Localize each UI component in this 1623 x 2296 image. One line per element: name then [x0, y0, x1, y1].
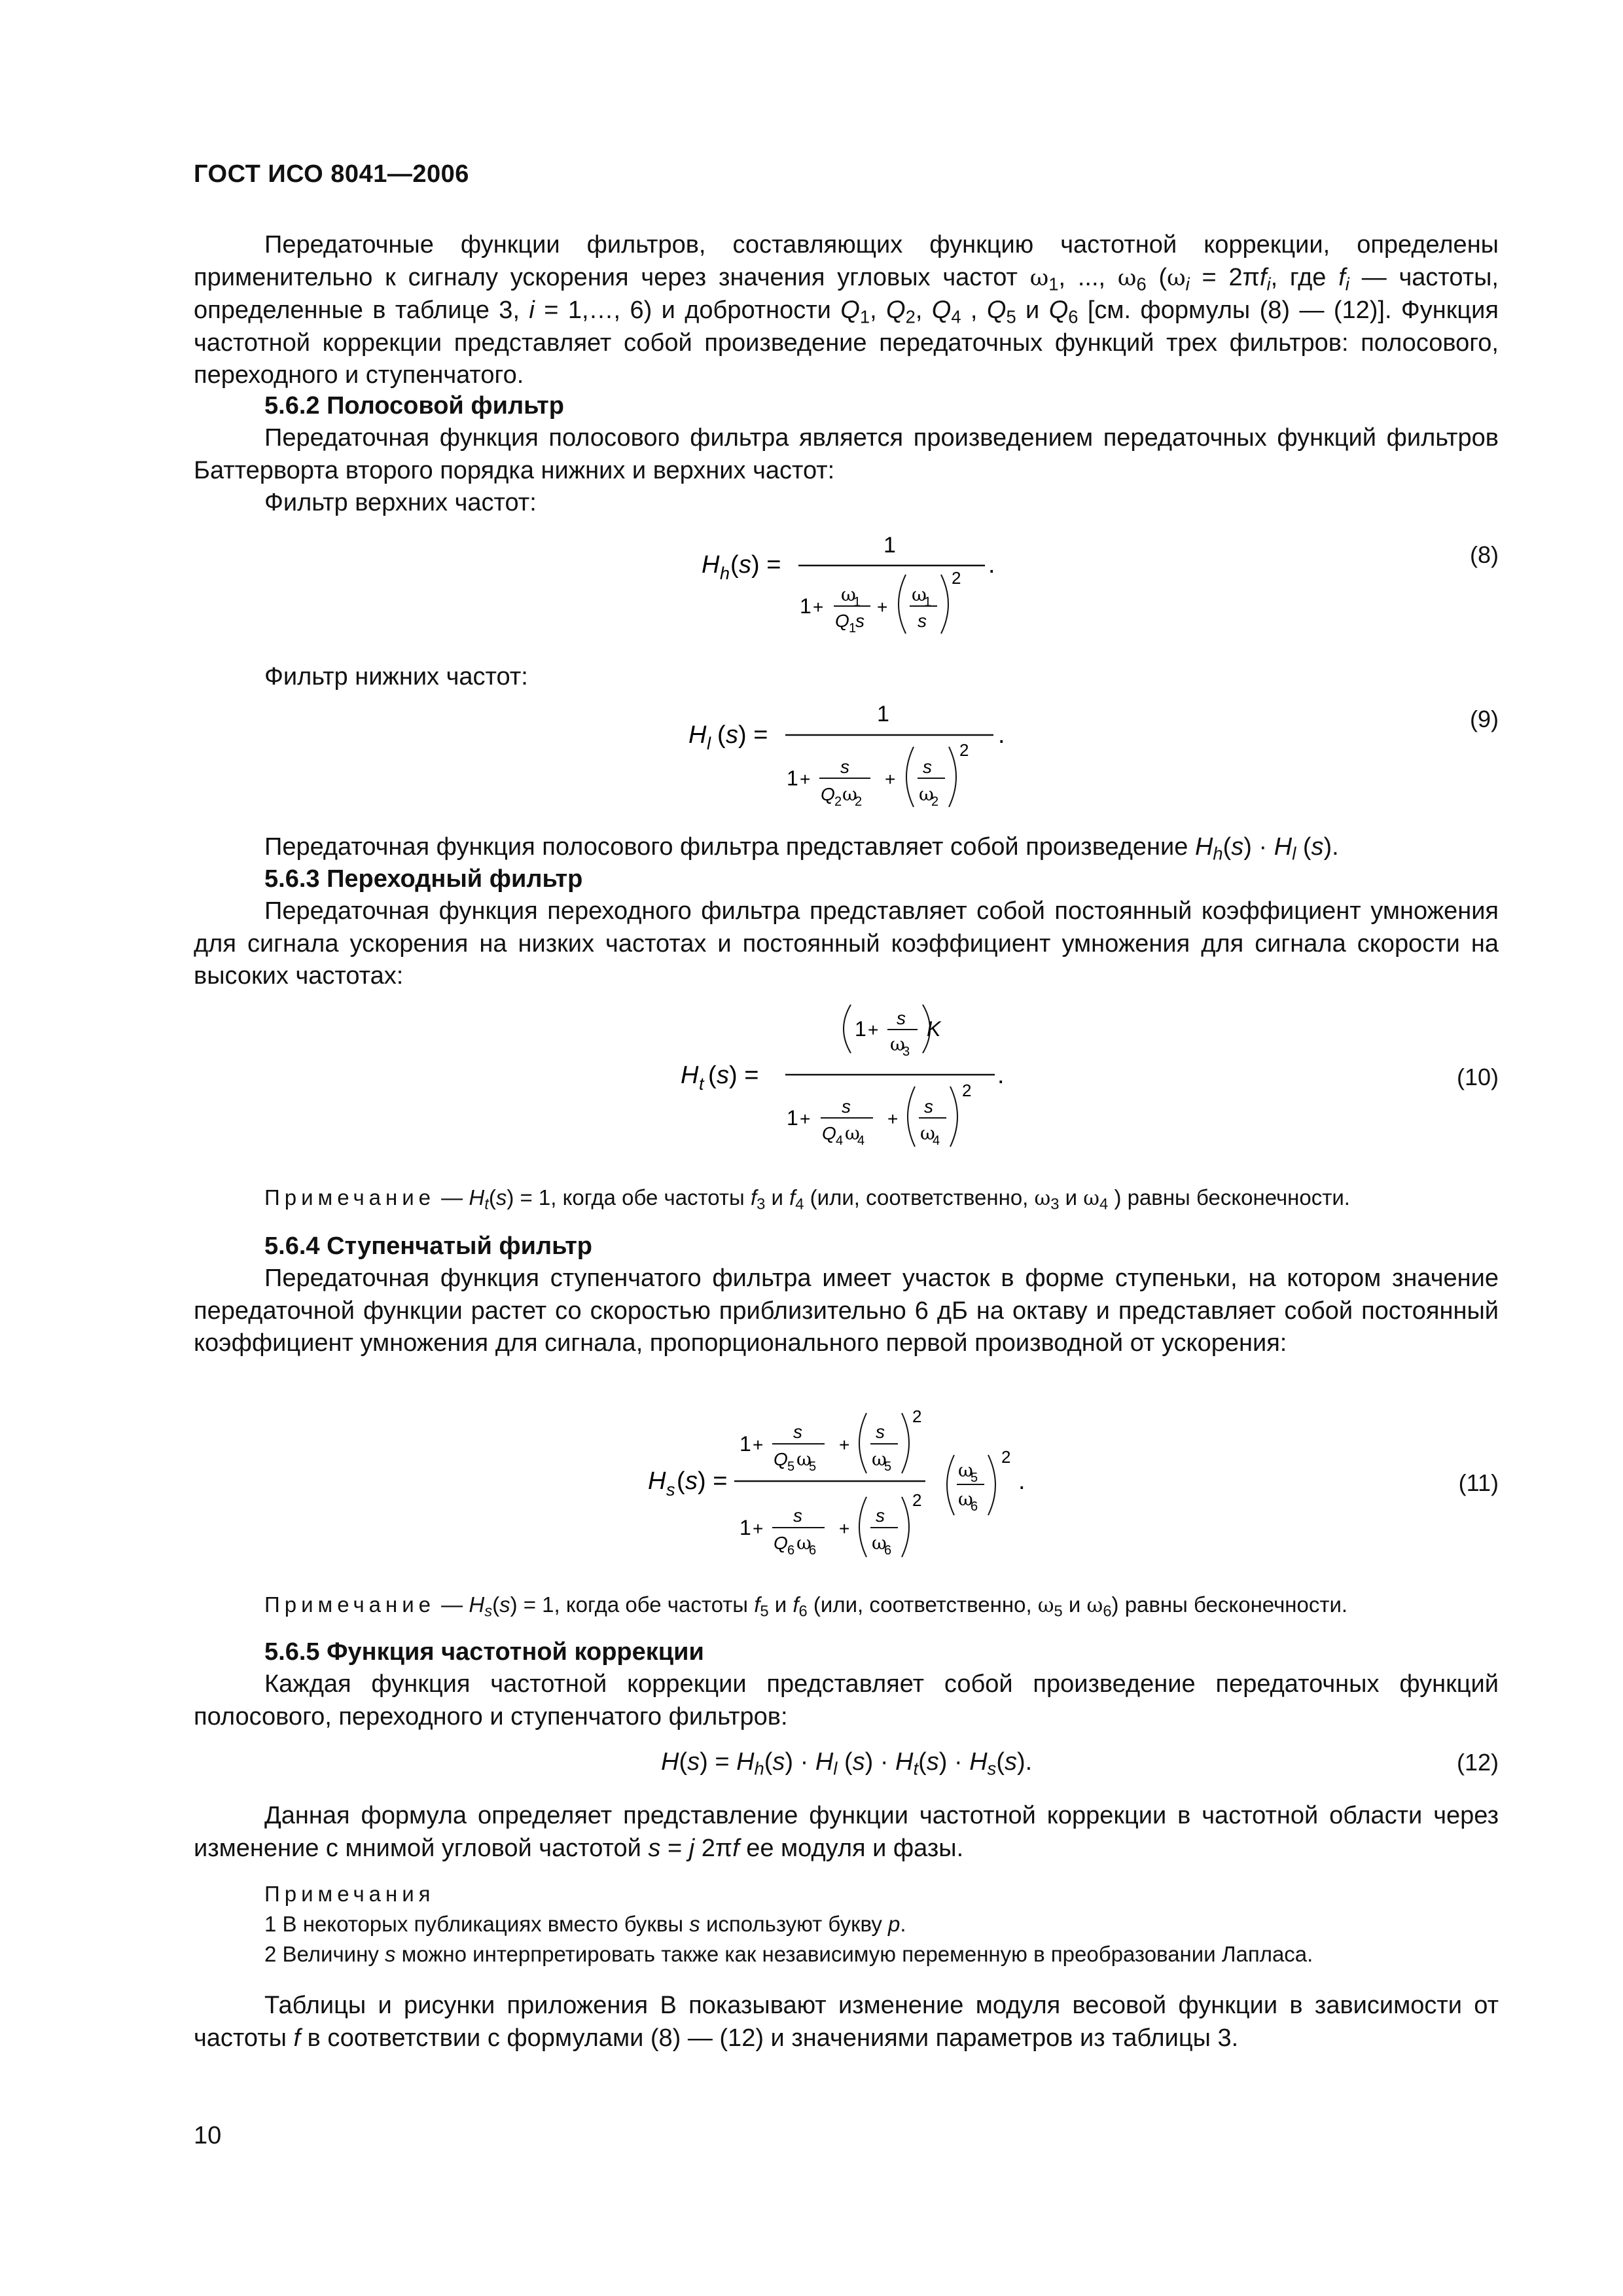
- svg-text:1: 1: [787, 1106, 798, 1130]
- section-heading-5-6-5: 5.6.5 Функция частотной коррекции: [264, 1638, 704, 1666]
- svg-text:6: 6: [971, 1499, 978, 1514]
- svg-text:s: s: [842, 1096, 851, 1117]
- svg-text:(: (: [708, 1062, 717, 1089]
- svg-text:(: (: [730, 551, 739, 579]
- svg-text:1: 1: [787, 766, 798, 790]
- svg-text:s: s: [924, 1096, 933, 1117]
- svg-text:s: s: [897, 1008, 906, 1028]
- svg-text:ω: ω: [958, 1488, 973, 1510]
- transition-paragraph: Передаточная функция переходного фильтра представляет собой постоянный коэффициент умножения для сигнала ускорения на низких частотах и постоянный коэффициент умножения для сигнала скорости на высоких частотах:: [194, 897, 1499, 990]
- svg-text:1: 1: [883, 533, 896, 558]
- svg-text:2: 2: [855, 795, 863, 809]
- svg-text:4: 4: [933, 1134, 940, 1148]
- svg-text:ω: ω: [842, 783, 857, 805]
- note-2: 2 Величину s можно интерпретировать также как независимую переменную в преобразовании Лапласа.: [264, 1942, 1313, 1966]
- svg-text:s: s: [840, 757, 849, 777]
- svg-text:ω: ω: [890, 1033, 905, 1055]
- svg-text:.: .: [997, 1062, 1005, 1089]
- svg-text:ω: ω: [796, 1448, 812, 1470]
- notes-label: Примечания: [264, 1882, 435, 1906]
- svg-text:(: (: [677, 1467, 685, 1495]
- svg-text:) =: ) =: [751, 551, 781, 579]
- svg-text:h: h: [720, 564, 730, 583]
- svg-text:+: +: [877, 597, 888, 617]
- svg-text:) =: ) =: [738, 721, 768, 749]
- svg-text:ω: ω: [845, 1122, 860, 1144]
- svg-text:+: +: [800, 769, 811, 789]
- svg-text:Q: Q: [822, 1123, 836, 1143]
- svg-text:s: s: [666, 1480, 675, 1499]
- section-heading-5-6-3: 5.6.3 Переходный фильтр: [264, 865, 583, 893]
- page-number: 10: [194, 2122, 222, 2149]
- svg-text:2: 2: [962, 1081, 972, 1100]
- svg-text:Q: Q: [774, 1449, 788, 1469]
- svg-text:s: s: [793, 1505, 802, 1526]
- svg-text:s: s: [726, 721, 738, 749]
- equation-number-12: (12): [1456, 1749, 1499, 1776]
- formula-10-transition: [674, 998, 1041, 1162]
- svg-text:+: +: [868, 1020, 879, 1040]
- note-transition: Примечание — $H_t(s) = 1$, когда обе частоты $f_3$ и $f_4$ (или, соответственно, $\omega_3$ и $\omega_4$ ) равны бесконечности.: [264, 1185, 1350, 1213]
- svg-text:) =: ) =: [698, 1467, 728, 1495]
- svg-text:ω: ω: [958, 1460, 973, 1481]
- svg-text:ω: ω: [841, 584, 856, 605]
- svg-text:5: 5: [809, 1460, 817, 1474]
- svg-text:3: 3: [902, 1045, 910, 1059]
- svg-text:1: 1: [853, 595, 861, 609]
- svg-text:4: 4: [836, 1134, 844, 1148]
- svg-text:l: l: [707, 734, 711, 753]
- formula-8-highpass: [681, 524, 1021, 655]
- svg-text:6: 6: [884, 1543, 892, 1558]
- svg-text:6: 6: [787, 1543, 795, 1558]
- svg-text:t: t: [699, 1074, 704, 1094]
- svg-text:Q: Q: [835, 611, 849, 631]
- svg-text:+: +: [753, 1518, 764, 1539]
- formula-11-step: [648, 1397, 1073, 1574]
- section-heading-5-6-4: 5.6.4 Ступенчатый фильтр: [264, 1232, 593, 1260]
- bandpass-product-line: Передаточная функция полосового фильтра представляет собой произведение $H_h(s) \cdot H_l$ (s).: [264, 833, 1339, 864]
- svg-text:) =: ) =: [729, 1062, 759, 1089]
- lowpass-label: Фильтр нижних частот:: [264, 663, 528, 691]
- intro-paragraph: Передаточные функции фильтров, составляющих функцию частотной коррекции, определены применительно к сигналу ускорения через значения угловых частот $\omega_1$, ..., $\omega_6$ ($\omega_i = 2\pi f_i$, где $f_i$ — частоты, определенные в таблице 3, i = 1,…, 6) и добротности $Q_1$, $Q_2$, $Q_4$ , $Q_5$ и $Q_6$ [см. формулы (8) — (12)]. Функция частотной коррекции представляет собой произведение передаточных функций трех фильтров: полосового, переходного и ступенчатого.: [194, 231, 1499, 389]
- note-1: 1 В некоторых публикациях вместо буквы s используют букву p.: [264, 1912, 906, 1936]
- svg-text:1: 1: [740, 1516, 751, 1539]
- svg-text:H: H: [681, 1062, 699, 1089]
- svg-text:1: 1: [877, 702, 889, 726]
- svg-text:6: 6: [809, 1543, 817, 1558]
- svg-text:1: 1: [855, 1017, 866, 1041]
- equation-number-11: (11): [1458, 1469, 1499, 1496]
- svg-text:s: s: [876, 1505, 885, 1526]
- bandpass-paragraph: Передаточная функция полосового фильтра является произведением передаточных функций фильтров Баттерворта второго порядка нижних и верхних частот:: [194, 424, 1499, 484]
- closing-paragraph: Таблицы и рисунки приложения В показывают изменение модуля весовой функции в зависимости от частоты f в соответствии с формулами (8) — (12) и значениями параметров из таблицы 3.: [194, 1992, 1499, 2052]
- svg-text:H: H: [688, 721, 707, 749]
- svg-text:(: (: [717, 721, 726, 749]
- svg-text:.: .: [988, 551, 995, 579]
- svg-text:5: 5: [884, 1460, 892, 1474]
- svg-text:5: 5: [971, 1471, 978, 1485]
- svg-text:s: s: [923, 757, 932, 777]
- svg-text:s: s: [793, 1422, 802, 1442]
- equation-number-10: (10): [1456, 1064, 1499, 1090]
- svg-text:s: s: [876, 1422, 885, 1442]
- svg-text:H: H: [648, 1467, 666, 1495]
- svg-text:K: K: [927, 1017, 941, 1041]
- document-header: ГОСТ ИСО 8041—2006: [194, 160, 469, 188]
- formula-12-weighting: $H(s) = H_h(s) \cdot H_l$ $(s) \cdot H_t(s) \cdot H_s(s)$.: [661, 1748, 1033, 1779]
- svg-text:+: +: [885, 769, 896, 789]
- svg-text:ω: ω: [796, 1532, 812, 1554]
- svg-text:ω: ω: [872, 1448, 887, 1470]
- svg-text:1: 1: [740, 1432, 751, 1456]
- svg-text:s: s: [685, 1467, 698, 1495]
- svg-text:2: 2: [912, 1407, 922, 1426]
- svg-text:+: +: [839, 1518, 850, 1539]
- formula-9-lowpass: [681, 691, 1034, 828]
- svg-text:.: .: [1018, 1467, 1026, 1495]
- frequency-domain-paragraph: Данная формула определяет представление функции частотной коррекции в частотной области через изменение с мнимой угловой частотой s = j 2πf ее модуля и фазы.: [194, 1802, 1499, 1862]
- section-heading-5-6-2: 5.6.2 Полосовой фильтр: [264, 392, 564, 420]
- svg-text:5: 5: [787, 1460, 795, 1474]
- svg-text:+: +: [800, 1109, 811, 1129]
- svg-text:+: +: [887, 1109, 899, 1129]
- svg-text:s: s: [739, 551, 751, 579]
- svg-text:2: 2: [834, 795, 842, 809]
- svg-text:ω: ω: [912, 584, 927, 605]
- svg-text:Q: Q: [821, 784, 835, 804]
- svg-text:+: +: [839, 1435, 850, 1455]
- svg-text:+: +: [813, 597, 824, 617]
- weighting-paragraph: Каждая функция частотной коррекции представляет собой произведение передаточных функций полосового, переходного и ступенчатого фильтров:: [194, 1670, 1499, 1731]
- svg-text:1: 1: [800, 594, 812, 618]
- svg-text:ω: ω: [872, 1532, 887, 1554]
- svg-text:s: s: [918, 611, 927, 631]
- svg-text:H: H: [702, 551, 720, 579]
- svg-text:2: 2: [1001, 1447, 1011, 1467]
- note-step: Примечание — $H_s(s) = 1$, когда обе частоты $f_5$ и $f_6$ (или, соответственно, $\omega_5$ и $\omega_6$) равны бесконечности.: [264, 1592, 1348, 1621]
- svg-text:+: +: [753, 1435, 764, 1455]
- svg-text:2: 2: [959, 740, 969, 760]
- svg-text:ω: ω: [919, 783, 934, 805]
- svg-text:ω: ω: [920, 1122, 935, 1144]
- svg-text:s: s: [855, 611, 865, 631]
- svg-text:2: 2: [912, 1490, 922, 1510]
- svg-text:2: 2: [931, 795, 939, 809]
- equation-number-9: (9): [1470, 706, 1499, 732]
- svg-text:1: 1: [849, 621, 857, 636]
- highpass-label: Фильтр верхних частот:: [264, 489, 537, 516]
- svg-text:s: s: [717, 1062, 729, 1089]
- svg-text:2: 2: [952, 568, 961, 588]
- svg-text:4: 4: [857, 1134, 865, 1148]
- svg-text:Q: Q: [774, 1533, 788, 1553]
- svg-text:1: 1: [924, 595, 932, 609]
- svg-text:.: .: [998, 721, 1005, 749]
- step-paragraph: Передаточная функция ступенчатого фильтра имеет участок в форме ступеньки, на котором значение передаточной функции растет со скоростью приблизительно 6 дБ на октаву и представляет собой постоянный коэффициент умножения для сигнала, пропорционального первой производной от ускорения:: [194, 1265, 1499, 1357]
- equation-number-8: (8): [1470, 541, 1499, 568]
